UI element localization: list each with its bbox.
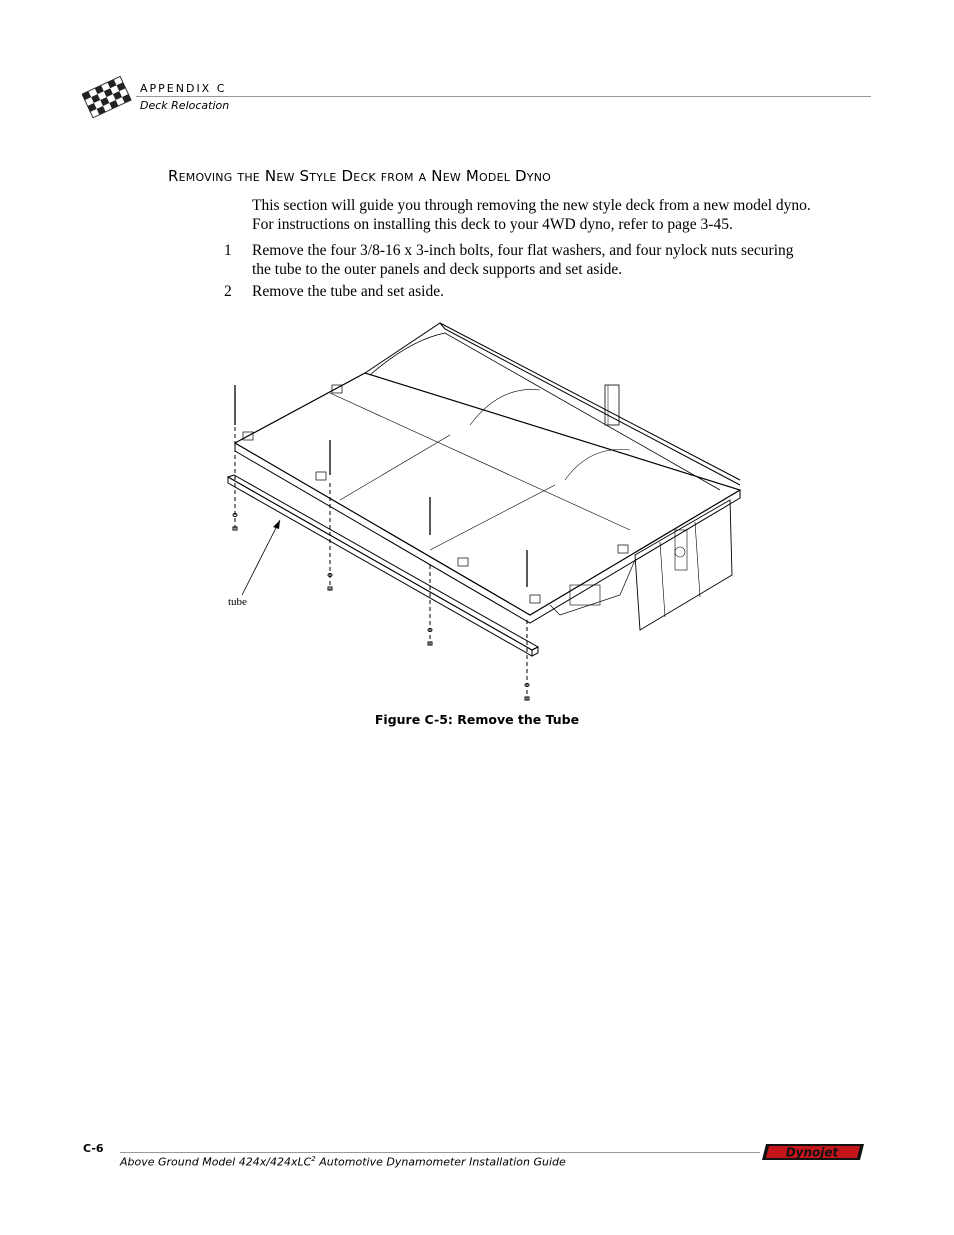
deck-plate xyxy=(235,373,740,615)
step-text: Remove the four 3/8-16 x 3-inch bolts, four flat washers, and four nylock nuts securing the tube to the outer panels and deck supports and set aside. xyxy=(252,242,794,278)
tube xyxy=(228,475,538,656)
bolt-1 xyxy=(233,385,237,530)
roller-cover xyxy=(370,333,720,490)
tube-callout-line xyxy=(242,520,280,595)
page-number: C-6 xyxy=(83,1142,104,1155)
deck-diagram xyxy=(220,315,750,705)
bolt-2 xyxy=(328,440,332,590)
step-number: 1 xyxy=(224,242,232,259)
step-2 xyxy=(224,282,824,302)
step-text: Remove the tube and set aside. xyxy=(252,283,444,300)
header-rule xyxy=(136,96,871,97)
header-subsection: Deck Relocation xyxy=(140,99,230,112)
svg-text:Dynojet: Dynojet xyxy=(785,1145,839,1160)
footer-title: Above Ground Model 424x/424xLC$^2$ Automotive Dynamometer Installation Guide xyxy=(120,1155,566,1169)
dynojet-logo xyxy=(760,1142,866,1162)
step-number: 2 xyxy=(224,283,232,300)
intro-paragraph: This section will guide you through removing the new style deck from a new model dyno. For instructions on installing this deck to your 4WD dyno, refer to page 3-45. xyxy=(252,197,811,233)
step-1 xyxy=(224,241,824,281)
header-section: APPENDIX C xyxy=(140,82,227,95)
bolt-3 xyxy=(428,497,432,645)
footer-rule xyxy=(120,1152,760,1153)
checkered-flag-logo xyxy=(82,76,132,120)
tube-callout-label: tube xyxy=(228,596,247,608)
section-heading: Removing the New Style Deck from a New Model Dyno xyxy=(168,167,551,185)
figure-caption: Figure C-5: Remove the Tube xyxy=(374,712,580,727)
bolt-4 xyxy=(525,550,529,700)
